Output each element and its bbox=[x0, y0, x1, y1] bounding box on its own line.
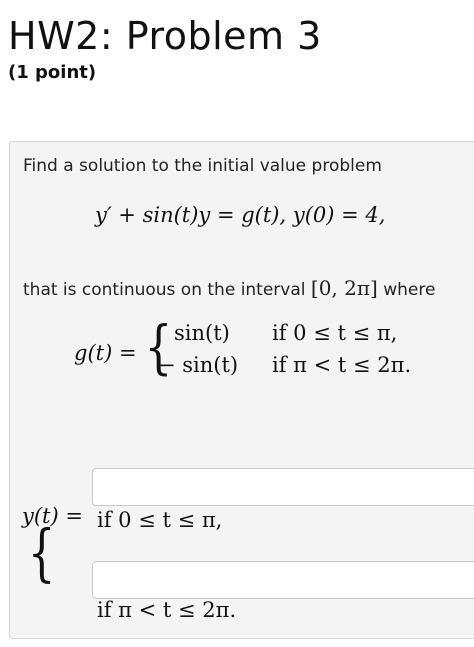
page-title: HW2: Problem 3 bbox=[8, 14, 322, 58]
g-case1-condition: if 0 ≤ t ≤ π, bbox=[272, 321, 398, 345]
points-label: (1 point) bbox=[8, 62, 97, 83]
answer-case2-condition: if π < t ≤ 2π. bbox=[97, 598, 237, 622]
answer-case1-condition: if 0 ≤ t ≤ π, bbox=[97, 508, 223, 532]
g-case1-expr: sin(t) bbox=[174, 321, 230, 345]
answer-input-case1[interactable] bbox=[92, 468, 474, 506]
g-case2-expr: − sin(t) bbox=[158, 353, 239, 377]
continuity-prefix: that is continuous on the interval bbox=[23, 280, 311, 300]
y-function-lhs: y(t) = bbox=[22, 504, 83, 528]
g-case2-condition: if π < t ≤ 2π. bbox=[272, 353, 412, 377]
g-function-lhs: g(t) = bbox=[74, 341, 137, 365]
continuity-statement bbox=[23, 276, 435, 300]
ode-equation: y′ + sin(t)y = g(t), y(0) = 4, bbox=[95, 203, 386, 227]
answer-input-case2[interactable] bbox=[92, 561, 474, 599]
g-left-brace: { bbox=[144, 313, 173, 381]
problem-intro: Find a solution to the initial value problem bbox=[23, 156, 382, 176]
interval-value: [0, 2π] bbox=[310, 276, 378, 300]
y-left-brace: { bbox=[27, 516, 56, 589]
continuity-suffix: where bbox=[377, 280, 436, 300]
